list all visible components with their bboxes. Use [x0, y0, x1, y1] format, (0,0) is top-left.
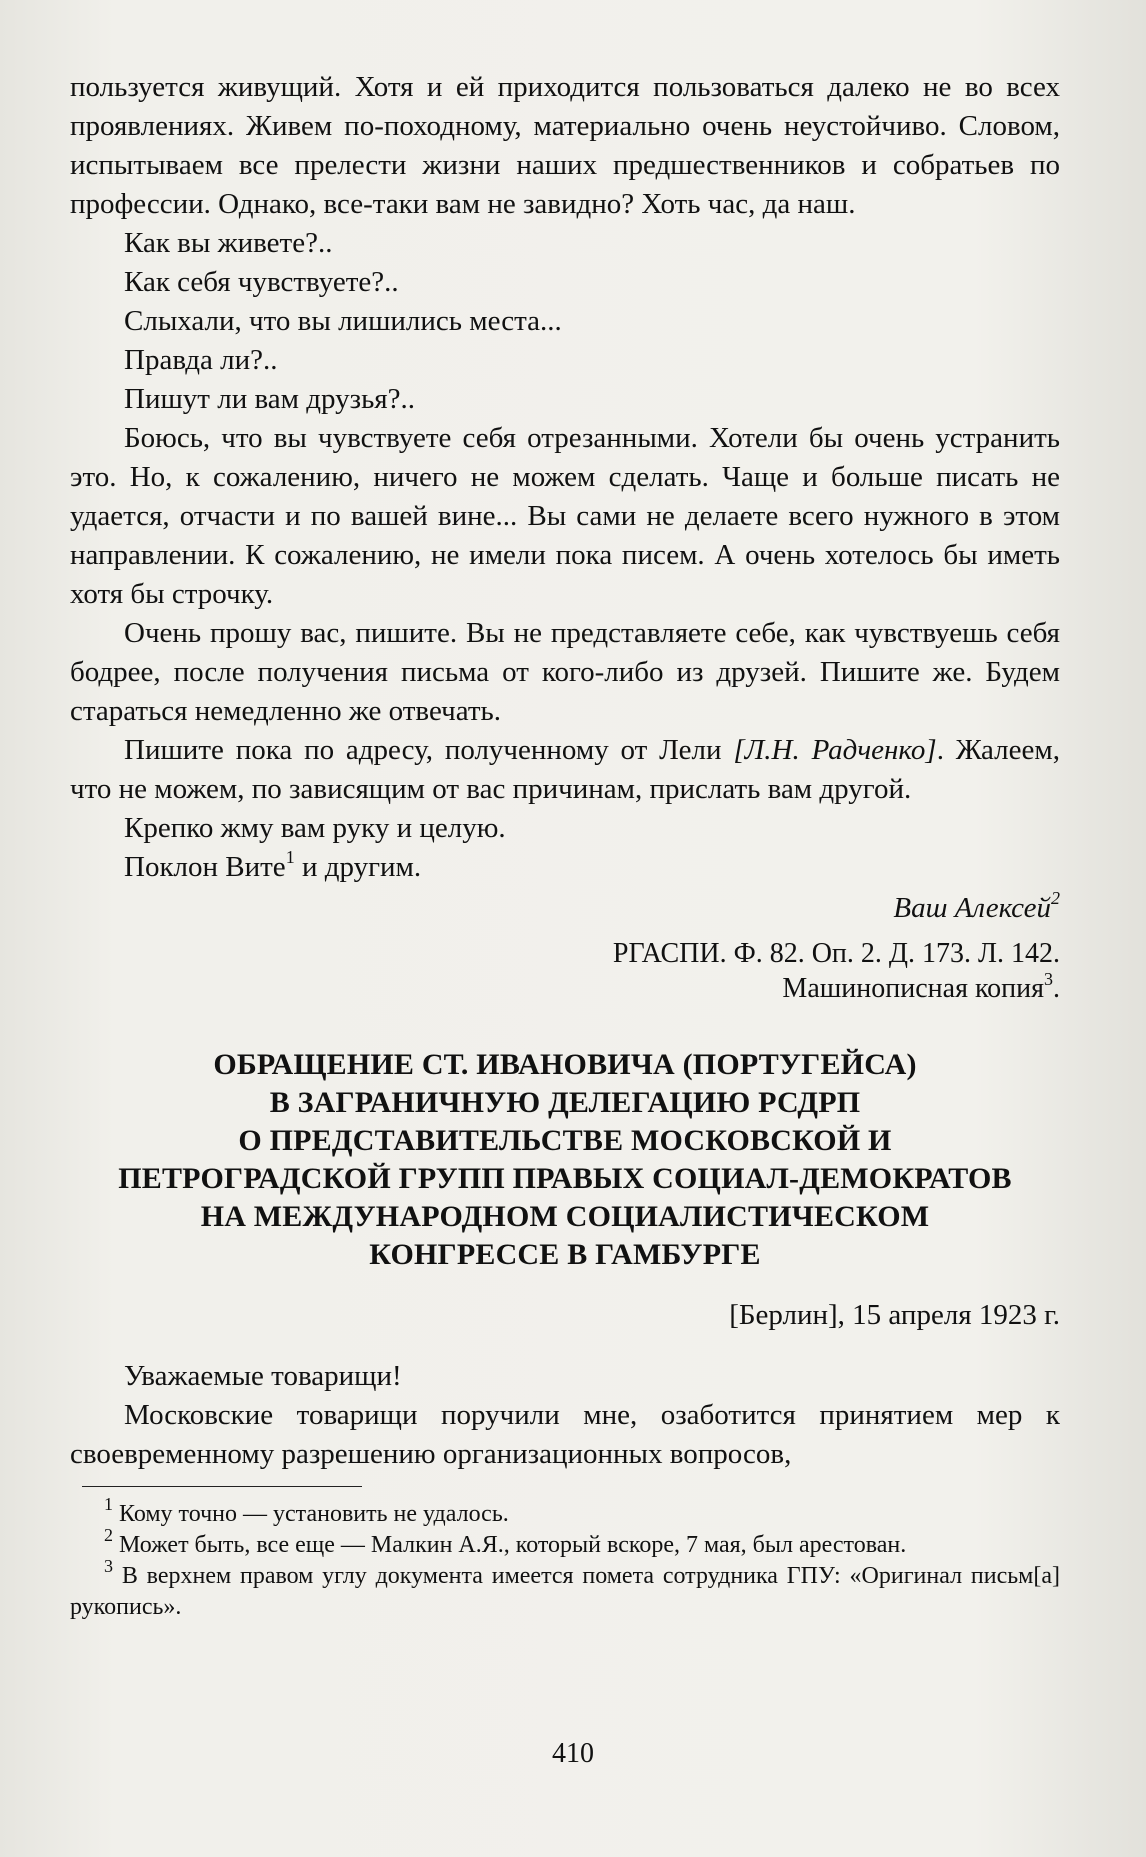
footnote-text: В верхнем правом углу документа имеется помета сотрудника ГПУ: «Оригинал письм[а] рукопись». — [70, 1563, 1061, 1620]
signature-text: Ваш Алексей — [893, 892, 1051, 924]
title-line: КОНГРЕССЕ В ГАМБУРГЕ — [369, 1238, 761, 1271]
footnote-ref: 3 — [1044, 968, 1053, 989]
footnote — [70, 1556, 1061, 1623]
footnotes — [70, 1494, 1061, 1623]
footnote-ref: 1 — [285, 847, 295, 868]
address-text: Пишите пока по адресу, полученному от Лели — [124, 734, 722, 766]
title-line: В ЗАГРАНИЧНУЮ ДЕЛЕГАЦИЮ РСДРП — [269, 1086, 861, 1119]
footnote-number: 1 — [104, 1494, 113, 1514]
footnote — [70, 1494, 1060, 1530]
letter-paragraph — [70, 731, 1060, 809]
letter-paragraph: пользуется живущий. Хотя и ей приходится пользоваться далеко не во всех проявлениях. Живем по-походному, материально очень неустойчиво. Словом, испытываем все прелести жизни наших предшественников и собратьев по профессии. Однако, все-таки вам не завидно? Хоть час, да наш. — [70, 71, 1060, 220]
letter-paragraph: Боюсь, что вы чувствуете себя отрезанными. Хотели бы очень устранить это. Но, к сожалению, ничего не можем сделать. Чаще и больше писать не удается, отчасти и по вашей вине... Вы сами не делаете всего нужного в этом направлении. К сожалению, не имели пока писем. А очень хотелось бы иметь хотя бы строчку. — [70, 422, 1060, 610]
address-text: . Жалеем, что не можем, по зависящим от вас причинам, прислать вам другой. — [70, 734, 1060, 805]
footnote-number: 2 — [104, 1525, 113, 1545]
title-line: О ПРЕДСТАВИТЕЛЬСТВЕ МОСКОВСКОЙ И — [238, 1124, 892, 1157]
editorial-insert: [Л.Н. Радченко] — [733, 734, 937, 766]
source-citation: РГАСПИ. Ф. 82. Оп. 2. Д. 173. Л. 142. — [612, 938, 1060, 969]
footnote-text: Может быть, все еще — Малкин А.Я., который вскоре, 7 мая, был арестован. — [119, 1532, 907, 1558]
question-line: Слыхали, что вы лишились места... — [124, 305, 562, 337]
page-number: 410 — [552, 1738, 594, 1769]
closing-line — [70, 848, 1060, 887]
title-line: НА МЕЖДУНАРОДНОМ СОЦИАЛИСТИЧЕСКОМ — [200, 1200, 930, 1233]
text-column — [70, 68, 1060, 1623]
source-note-end: . — [1053, 973, 1060, 1004]
archive-source — [70, 936, 1060, 1006]
question-line: Как вы живете?.. — [124, 227, 333, 259]
title-line: ОБРАЩЕНИЕ СТ. ИВАНОВИЧА (ПОРТУГЕЙСА) — [213, 1048, 917, 1081]
question-line: Правда ли?.. — [124, 344, 278, 376]
appeal-paragraph: Московские товарищи поручили мне, озаботится принятием мер к своевременному разрешению организационных вопросов, — [70, 1399, 1060, 1470]
salutation: Уважаемые товарищи! — [124, 1360, 402, 1392]
question-line: Как себя чувствуете?.. — [124, 266, 399, 298]
closing-text: и другим. — [294, 851, 422, 883]
question-line: Пишут ли вам друзья?.. — [124, 383, 416, 415]
footnote-divider — [82, 1486, 362, 1487]
document-title — [70, 1046, 1060, 1274]
footnote-ref: 2 — [1051, 888, 1060, 909]
closing-text: Поклон Вите — [124, 851, 286, 883]
dateline: [Берлин], 15 апреля 1923 г. — [729, 1299, 1060, 1331]
letter-paragraph: Очень прошу вас, пишите. Вы не представляете себе, как чувствуешь себя бодрее, после получения письма от кого-либо из друзей. Пишите же. Будем стараться немедленно же отвечать. — [70, 617, 1060, 727]
footnote-text: Кому точно — установить не удалось. — [119, 1501, 509, 1527]
letter-body — [70, 68, 1060, 887]
title-line: ПЕТРОГРАДСКОЙ ГРУПП ПРАВЫХ СОЦИАЛ-ДЕМОКРАТОВ — [118, 1162, 1012, 1195]
source-note-text: Машинописная копия — [782, 973, 1044, 1004]
footnote — [70, 1525, 1060, 1561]
appeal-body — [70, 1396, 1060, 1474]
source-note — [70, 968, 1060, 1006]
signature — [70, 889, 1060, 928]
footnote-number: 3 — [104, 1556, 113, 1576]
closing-line: Крепко жму вам руку и целую. — [124, 812, 506, 844]
